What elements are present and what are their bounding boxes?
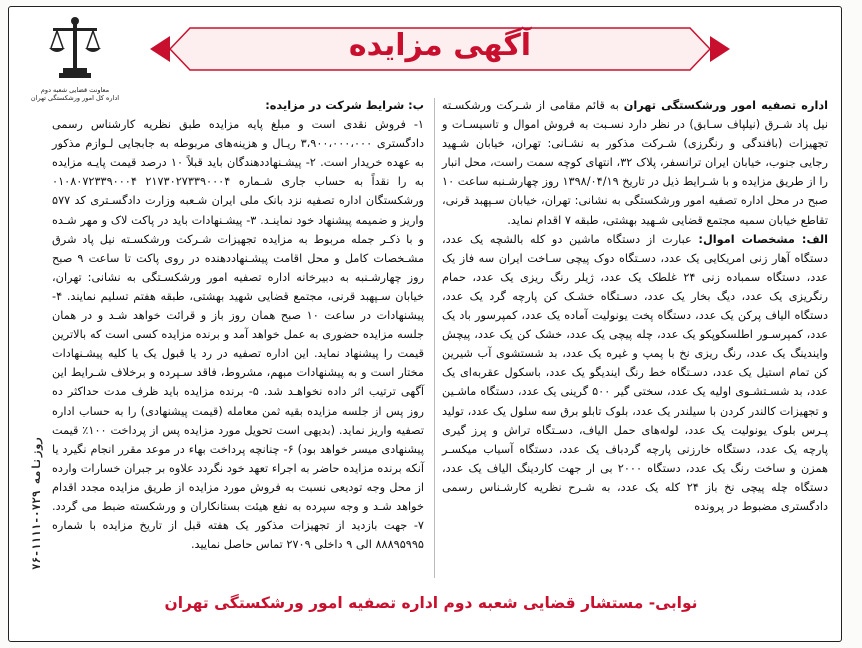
conditions-heading: ب: شرایط شرکت در مزایده: bbox=[265, 99, 424, 112]
side-reference-strip bbox=[14, 330, 43, 570]
conditions-paragraph bbox=[52, 96, 424, 554]
emblem-caption-line1: معاونت قضایی شعبه دوم bbox=[40, 86, 110, 94]
conditions-text: ۱- فروش نقدی است و مبلغ پایه مزایده طبق نظریه کارشناس رسمی دادگستری ۳،۹۰۰،۰۰۰،۰۰۰ ریـال و هزینه‌های مربوطه به جابجایی لـوازم مذکور به عهده خریدار است. ۲- پیشـنهاددهندگان باید قبلاً ۱۰ درصد قیمت پایـه مزایده به را نقداً به حساب جاری شـماره ۲۱۷۳۰۲۷۳۳۹۰۰۰۴ ۰۱۰۸۰۷۲۳۳۹۰۰۰۴ ورشکستگان اداره تصفیه نزد بانک ملی ایران شـعبه وزارت دادگسـتری کد ۵۷۷ واریز و ضمیمه پیشنهاد خود نماینـد. ۳- پیشـنهادات باید در پاکت لاک و مهر شـده و با ذکـر جمله مربوط به مزایده تجهیزات شـرکت ورشکسـته نیل پاد شرق مشـخصات کامل و محل اقامت پیشـنهاددهنده در روی پاکت تا ساعت ۹ صبح روز چهارشـنبه به دبیرخانه اداره تصفیه امور ورشکسـتگی به نشانی: تهران، خیابان سـپهبد قرنی، مجتمع قضایی شهید بهشتی، طبقه هفتم تسلیم نمایند. ۴- پیشنهادات در ساعت ۱۰ صبح همان روز باز و قرائت خواهد شـد و در همان جلسه مزایده حضوری به عمل خواهد آمد و برنده مزایده کسی است که بالاترین قیمت را پیشنهاد نماید. این اداره تصفیه در رد یا قبول یک یا کلیه پیشـنهادات مختار است و به پیشنهادات مبهم، مشروط، فاقد سـپرده و برخلاف شـرایط این آگهی ترتیب اثر داده نخواهـد شد. ۵- برنده مزایده باید ظرف مدت حداکثر ده روز پس از جلسه مزایده بقیه ثمن معامله (قیمت پیشنهادی) را به حساب اداره تصفیه واریز نماید. (بدیهی است تحویل مورد مزایده پس از پرداخت ۱۰۰٪ قیمت پیشنهادی میسر خواهد بود) ۶- چنانچه پرداخت بهاء در موعد مقرر انجام نگیرد یا آنکه برنده مزایده حاضر به اجراء تعهد خود نگردد علاوه بر جبران خسارات وارده از محل وجه تودیعی نسبت به فروش مورد مزایده از طریق مزایده مجدد اقدام خواهد شـد و وجه سپرده به نفع هیئت بستانکاران و ورشکسته ضبط می گردد. ۷- جهت بازدید از تجهیزات مذکور یک هفته قبل از تاریخ مزایده با شماره ۸۸۸۹۵۹۹۵ الی ۹ داخلی ۲۷۰۹ تماس حاصل نمایید. bbox=[52, 118, 425, 552]
left-column bbox=[52, 96, 424, 554]
intro-paragraph bbox=[442, 96, 828, 230]
specs-text: عبارت از دستگاه ماشین دو کله بالشچه یک عدد، دستگاه آهار زنی امریکایی یک عدد، دسـتگاه دوک پیچی سـاخت ایران سه فاز یک عدد، دستگاه سمباده زنی ۲۴ غلطک یک عدد، ژیلر رنگ ریزی یک عدد، حمام رنگریزی یک عدد، دیگ بخار یک عدد، دسـتگاه خشـک کن پارچه گرد یک عدد، دستگاه الیاف پرکن یک عدد، دستگاه پخت یونولیت آماده یک عدد، کمپرسور باد یک عدد، کمپرسـور اطلسکوپکو یک عدد، چله پیچی یک عدد، خشک کن یک عدد، پیچش وایندینگ یک عدد، رنگ ریزی نخ با پمپ و غیره یک عدد، بد شستشوی آب شیرین کن تمام استیل یک عدد، دسـتگاه خط رنگ ایندیگو یک عدد، باسکول عقربه‌ای یک عدد، بد شسـتشـوی اولیه یک عدد، سختی گیر ۵۰۰ گرینی یک عدد، دستگاه ماشـین و تجهیزات کالندر کردن با سیلندر یک عدد، بلوک تابلو برق سه سلول یک عدد، تولید پـرس بلوک یونولیت یک عدد، لوله‌های حمل الیاف، دسـتگاه تراش و پرز گیری پارچه یک عدد، دستگاه خارزنی پارچه گردباف یک عدد، دستگاه آسیاب میکسـر همزن و ساخت رنگ یک عدد، دستگاه ۲۰۰۰ بی ار جهت کاردینگ الیاف یک عدد، دستگاه چله پیچی نخ باز ۲۴ کله یک عدد، به شـرح نظریه کارشـناس رسمی دادگستری مضبوط در پرونده bbox=[442, 232, 828, 513]
intro-text: به قائم مقامی از شـرکت ورشکسـته نیل پاد شـرق (نیلپاف سـابق) در نظر دارد نسـبت به فروش اموال و تاسیسـات و تجهیزات (بافندگی و رنگرزی) شـرکت مذکور به نشـانی: تهران، خیابان شـهید رجایی جنوب، خیابان ایران ترانسفر، پلاک ۳۲، انتهای کوچه سمت راست، محل انبار را از طریق مزایده و با شـرایط ذیل در تاریخ ۱۳۹۸/۰۴/۱۹ روز چهارشـنبه ساعت ۱۰ صبح در محل اداره تصفیه امور ورشکستگی به نشانی: تهران، خیابان سـپهبد قرنی، تقاطع خیابان سمیه مجتمع قضایی شـهید بهشتی، طبقه ۷ اقدام نماید. bbox=[442, 99, 828, 227]
side-reference-text: روزنامه ۰۷۲۹-۱۱۱۱-۷۶ bbox=[30, 437, 43, 570]
title-banner bbox=[150, 22, 730, 76]
scales-of-justice-icon bbox=[47, 16, 103, 80]
specs-paragraph bbox=[442, 230, 828, 516]
column-divider bbox=[434, 98, 435, 578]
notice-title: آگهی مزایده bbox=[348, 28, 532, 63]
emblem-caption-line2: اداره کل امور ورشکستگی تهران bbox=[30, 94, 120, 102]
intro-heading: اداره تصفیه امور ورشکستگی تهران bbox=[623, 99, 829, 112]
right-column bbox=[442, 96, 828, 516]
footer-signature: نوابی- مستشار قضایی شعبه دوم اداره تصفیه امور ورشکستگی تهران bbox=[164, 594, 698, 612]
specs-heading: الف: مشخصات اموال: bbox=[698, 232, 829, 246]
